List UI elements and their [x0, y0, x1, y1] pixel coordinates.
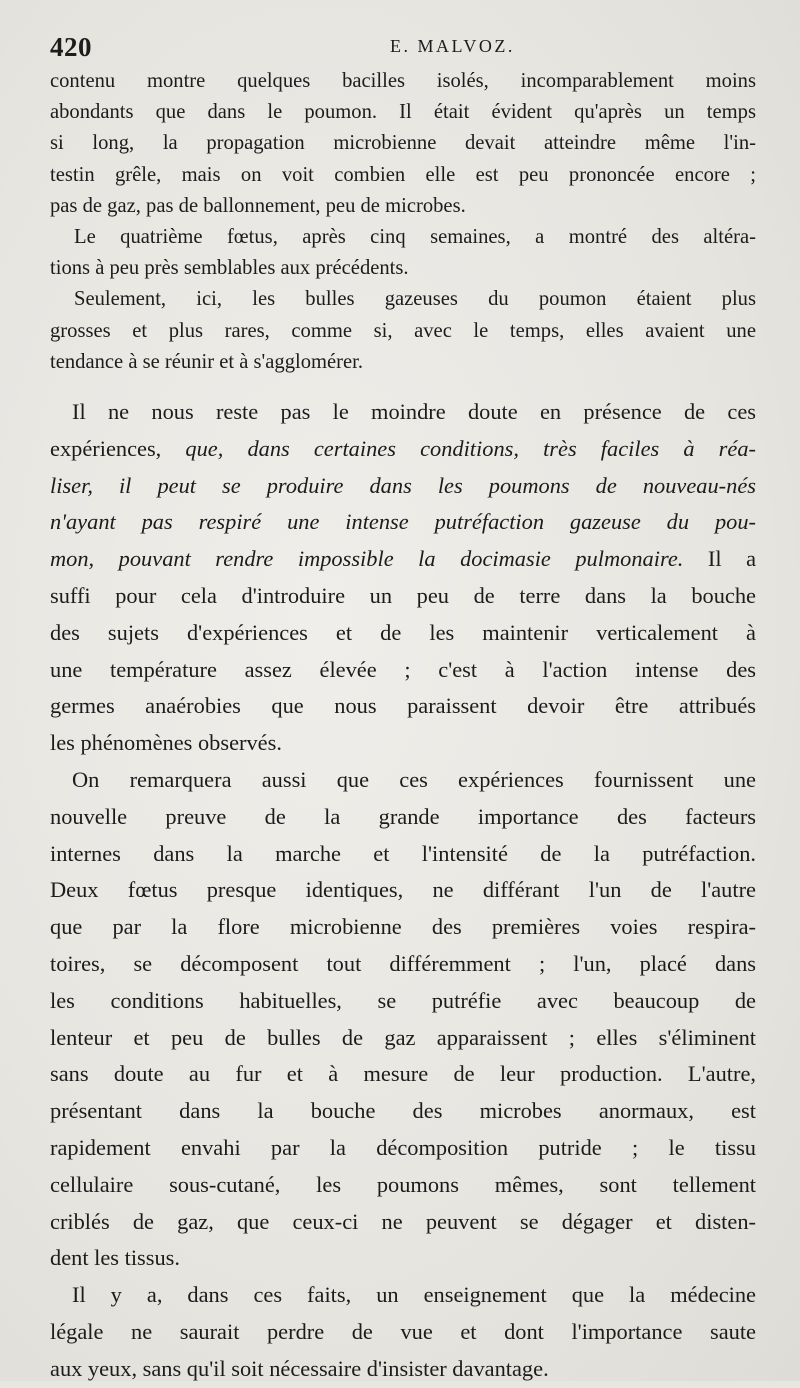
text-line: On remarquera aussi que ces expériences fournissent une	[72, 767, 756, 792]
paragraph	[50, 222, 756, 284]
text-line: testin grêle, mais on voit combien elle est peu prononcée encore ;	[50, 163, 756, 186]
text-line: Deux fœtus presque identiques, ne différant l'un de l'autre	[50, 877, 756, 903]
text-line: des sujets d'expériences et de les maintenir verticalement à	[50, 619, 756, 645]
text-line: internes dans la marche et l'intensité de la putréfaction.	[50, 840, 756, 866]
text-line: les conditions habituelles, se putréfie avec beaucoup de	[50, 987, 756, 1013]
text-line: que par la flore microbienne des premières voies respira-	[50, 914, 756, 940]
text-line: liser, il peut se produire dans les poumons de nouveau-nés	[50, 472, 756, 498]
text-line: expériences, que, dans certaines conditions, très faciles à réa-	[50, 435, 756, 461]
body-text	[50, 66, 756, 1388]
text-line: les phénomènes observés.	[50, 730, 282, 756]
text-line: abondants que dans le poumon. Il était évident qu'après un temps	[50, 101, 756, 124]
text-line: contenu montre quelques bacilles isolés, incomparablement moins	[50, 70, 756, 92]
text-line: tendance à se réunir et à s'agglomérer.	[50, 350, 364, 373]
text-line: criblés de gaz, que ceux-ci ne peuvent se dégager et disten-	[50, 1208, 756, 1234]
paragraph	[50, 394, 756, 762]
paragraph	[50, 762, 756, 1277]
running-head: E. MALVOZ.	[390, 36, 515, 56]
text-line: présentant dans la bouche des microbes anormaux, est	[50, 1098, 756, 1124]
text-line: Seulement, ici, les bulles gazeuses du poumon étaient plus	[74, 288, 756, 311]
text-line: grosses et plus rares, comme si, avec le temps, elles avaient une	[50, 319, 756, 342]
paragraph	[50, 1277, 756, 1387]
text-line: toires, se décomposent tout différemment ; l'un, placé dans	[50, 950, 756, 976]
text-line: si long, la propagation microbienne devait atteindre même l'in-	[50, 132, 756, 155]
text-line: une température assez élevée ; c'est à l'action intense des	[50, 656, 756, 682]
text-line: Le quatrième fœtus, après cinq semaines, a montré des altéra-	[74, 226, 756, 249]
text-line: sans doute au fur et à mesure de leur production. L'autre,	[50, 1061, 756, 1087]
text-line: germes anaérobies que nous paraissent devoir être attribués	[50, 693, 756, 719]
text-line: tions à peu près semblables aux précédents.	[50, 257, 409, 280]
text-line: lenteur et peu de bulles de gaz apparaissent ; elles s'éliminent	[50, 1024, 756, 1050]
paragraph	[50, 284, 756, 378]
text-line: n'ayant pas respiré une intense putréfaction gazeuse du pou-	[50, 509, 756, 535]
text-line: cellulaire sous-cutané, les poumons mêmes, sont tellement	[50, 1171, 756, 1197]
text-line: aux yeux, sans qu'il soit nécessaire d'insister davantage.	[50, 1355, 549, 1381]
text-line: pas de gaz, pas de ballonnement, peu de microbes.	[50, 194, 466, 217]
text-line: nouvelle preuve de la grande importance des facteurs	[50, 803, 756, 829]
text-line: rapidement envahi par la décomposition putride ; le tissu	[50, 1134, 756, 1160]
text-line: Il ne nous reste pas le moindre doute en présence de ces	[72, 399, 756, 425]
section-gap	[50, 378, 756, 394]
text-line: mon, pouvant rendre impossible la docimasie pulmonaire. Il a	[50, 546, 757, 572]
text-line: dent les tissus.	[50, 1245, 180, 1271]
text-line: suffi pour cela d'introduire un peu de terre dans la bouche	[50, 583, 756, 609]
text-line: légale ne saurait perdre de vue et dont l'importance saute	[50, 1318, 756, 1344]
paragraph	[50, 66, 756, 222]
page-number: 420	[50, 32, 92, 62]
text-line: Il y a, dans ces faits, un enseignement que la médecine	[72, 1282, 756, 1308]
page-header	[50, 30, 756, 66]
